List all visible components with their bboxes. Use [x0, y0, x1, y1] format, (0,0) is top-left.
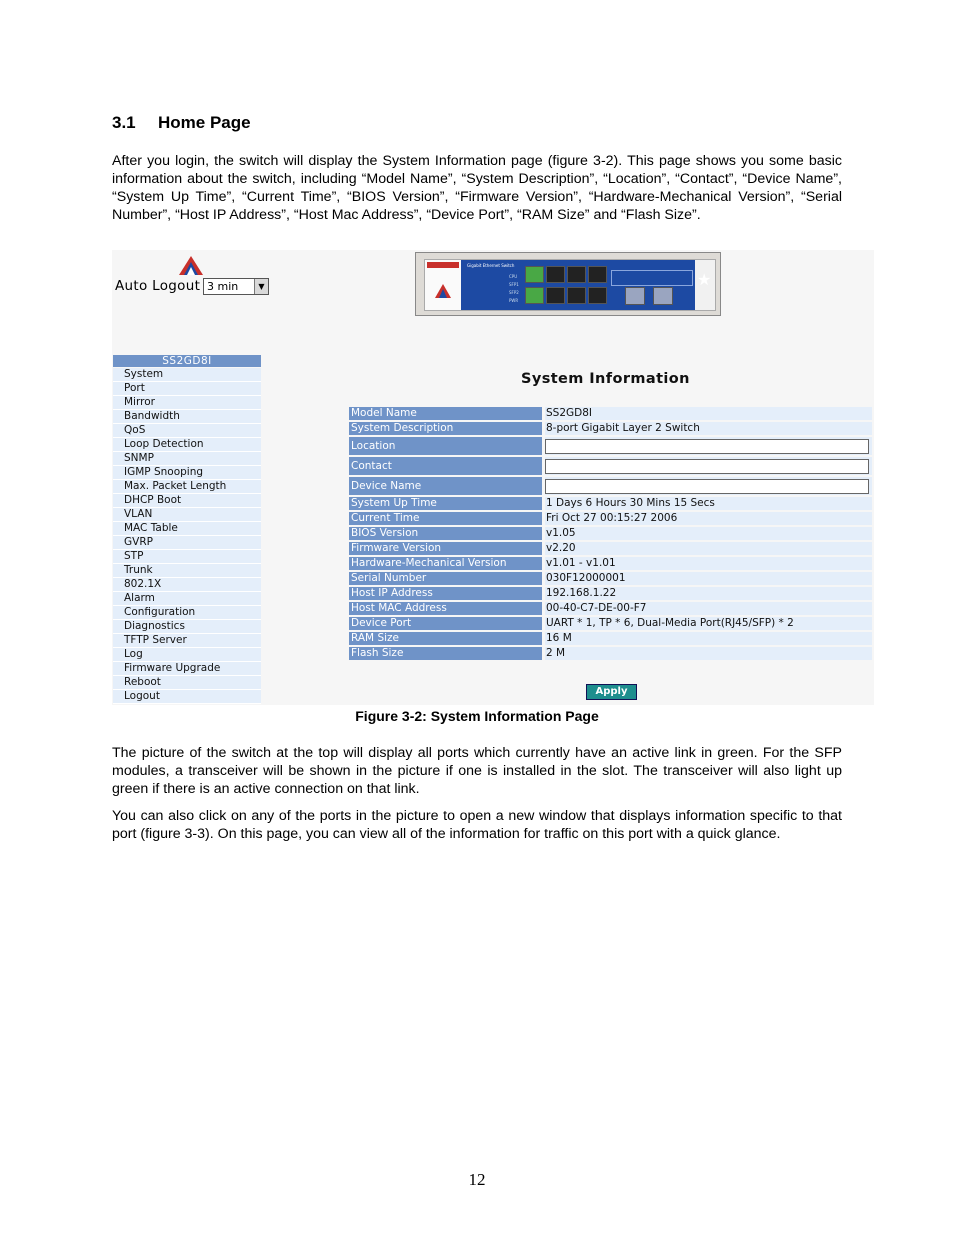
row-value: 192.168.1.22: [545, 587, 872, 600]
led-label: SFP1: [509, 282, 519, 287]
menu-item-label: Alarm: [124, 592, 155, 604]
row-label: Device Port: [349, 617, 542, 630]
menu-item-snmp[interactable]: [113, 452, 261, 466]
menu-item-label: System: [124, 368, 164, 380]
port-1[interactable]: [525, 266, 544, 283]
menu-item-label: Bandwidth: [124, 410, 180, 422]
menu-item-port[interactable]: [113, 382, 261, 396]
switch-brand-area: [425, 260, 461, 310]
port-4[interactable]: [588, 266, 607, 283]
menu-item-logout[interactable]: [113, 690, 261, 704]
led-label: CPU: [509, 274, 518, 279]
table-row: [349, 647, 873, 660]
row-label: Device Name: [349, 477, 542, 495]
table-row: [349, 497, 873, 510]
menu-item-label: STP: [124, 550, 144, 562]
row-value: UART * 1, TP * 6, Dual-Media Port(RJ45/SFP) * 2: [545, 617, 872, 630]
row-value: v1.05: [545, 527, 872, 540]
menu-item-label: Trunk: [124, 564, 153, 576]
menu-item-max-packet-length[interactable]: [113, 480, 261, 494]
section-title: Home Page: [158, 113, 251, 132]
table-row: [349, 542, 873, 555]
system-information-screenshot: [112, 250, 874, 705]
brand-stripe: [427, 262, 459, 268]
chevron-down-icon[interactable]: ▼: [254, 279, 268, 294]
device-name-input[interactable]: [545, 479, 869, 494]
menu-item-label: Port: [124, 382, 145, 394]
table-row: [349, 407, 873, 420]
menu-item-gvrp[interactable]: [113, 536, 261, 550]
menu-item-bandwidth[interactable]: [113, 410, 261, 424]
menu-item-label: TFTP Server: [124, 634, 187, 646]
port-6[interactable]: [546, 287, 565, 304]
menu-item-trunk[interactable]: [113, 564, 261, 578]
switch-face: [424, 259, 716, 311]
menu-item-configuration[interactable]: [113, 606, 261, 620]
row-value: Fri Oct 27 00:15:27 2006: [545, 512, 872, 525]
table-row: [349, 602, 873, 615]
table-row: [349, 512, 873, 525]
row-label: RAM Size: [349, 632, 542, 645]
intro-paragraph: After you login, the switch will display the System Information page (figure 3-2). This page shows you some basic information about the switch, including “Model Name”, “System Description”, “Location”, “Contact”, “Device Name”, “System Up Time”, “Current Time”, “BIOS Version”, “Firmware Version”, “Hardware-Mechanical Version”, “Serial Number”, “Host IP Address”, “Host Mac Address”, “Device Port”, “RAM Size” and “Flash Size”.: [112, 153, 842, 223]
table-row: [349, 437, 873, 455]
port-7[interactable]: [567, 287, 586, 304]
table-row: [349, 632, 873, 645]
location-input[interactable]: [545, 439, 869, 454]
row-value-cell: [545, 457, 872, 475]
menu-item-vlan[interactable]: [113, 508, 261, 522]
star-icon: ★: [697, 270, 712, 289]
row-label: System Description: [349, 422, 542, 435]
menu-item-label: DHCP Boot: [124, 494, 182, 506]
menu-item-label: Logout: [124, 690, 160, 702]
menu-item-label: Firmware Upgrade: [124, 662, 221, 674]
menu-item-label: Configuration: [124, 606, 196, 618]
menu-item-loop-detection[interactable]: [113, 438, 261, 452]
row-label: Hardware-Mechanical Version: [349, 557, 542, 570]
row-label: Model Name: [349, 407, 542, 420]
row-value: SS2GD8I: [545, 407, 872, 420]
menu-item-label: Diagnostics: [124, 620, 185, 632]
menu-item-log[interactable]: [113, 648, 261, 662]
port-5[interactable]: [525, 287, 544, 304]
switch-port-panel: [461, 260, 695, 310]
page-number: 12: [468, 1170, 486, 1189]
row-label: Location: [349, 437, 542, 455]
row-label: Firmware Version: [349, 542, 542, 555]
row-value: 2 M: [545, 647, 872, 660]
auto-logout-select[interactable]: [203, 278, 269, 295]
table-row: [349, 617, 873, 630]
row-value: v1.01 - v1.01: [545, 557, 872, 570]
menu-item-label: 802.1X: [124, 578, 162, 590]
menu-item-firmware-upgrade[interactable]: [113, 662, 261, 676]
port-group-outline: [611, 270, 693, 286]
menu-item-label: Reboot: [124, 676, 161, 688]
menu-item-qos[interactable]: [113, 424, 261, 438]
port-2[interactable]: [546, 266, 565, 283]
row-value: 8-port Gigabit Layer 2 Switch: [545, 422, 872, 435]
menu-item-label: MAC Table: [124, 522, 178, 534]
menu-item-label: Max. Packet Length: [124, 480, 227, 492]
table-row: [349, 527, 873, 540]
menu-item-tftp-server[interactable]: [113, 634, 261, 648]
section-heading: [112, 113, 251, 133]
ports-paragraph: The picture of the switch at the top will display all ports which currently have an active link in green. For the SFP modules, a transceiver will be shown in the picture if one is installed in the slot. The transceiver will also light up green if there is an active connection on that link.: [112, 745, 842, 797]
menu-item-stp[interactable]: [113, 550, 261, 564]
row-value: 00-40-C7-DE-00-F7: [545, 602, 872, 615]
led-label: SFP2: [509, 290, 519, 295]
row-label: Serial Number: [349, 572, 542, 585]
system-information-title: System Information: [521, 371, 690, 387]
table-row: [349, 457, 873, 475]
auto-logout-label: Auto Logout: [115, 278, 201, 294]
row-value: 030F12000001: [545, 572, 872, 585]
sfp-slot-1[interactable]: [625, 287, 645, 305]
row-value-cell: [545, 477, 872, 495]
menu-item-802-1x[interactable]: [113, 578, 261, 592]
led-label: PWR: [509, 298, 519, 303]
menu-item-igmp-snooping[interactable]: [113, 466, 261, 480]
menu-item-label: SNMP: [124, 452, 154, 464]
table-row: [349, 572, 873, 585]
menu-item-mac-table[interactable]: [113, 522, 261, 536]
menu-title: SS2GD8I: [113, 355, 261, 367]
table-row: [349, 422, 873, 435]
row-label: System Up Time: [349, 497, 542, 510]
click-ports-paragraph: You can also click on any of the ports in the picture to open a new window that displays information specific to that port (figure 3-3). On this page, you can view all of the information for traffic on this port with a quick glance.: [112, 808, 842, 842]
table-row: [349, 477, 873, 495]
menu-item-label: VLAN: [124, 508, 153, 520]
row-label: Host MAC Address: [349, 602, 542, 615]
menu-item-label: Loop Detection: [124, 438, 204, 450]
row-value: 1 Days 6 Hours 30 Mins 15 Secs: [545, 497, 872, 510]
apply-button[interactable]: Apply: [586, 684, 637, 700]
menu-item-system[interactable]: [113, 368, 261, 382]
menu-item-mirror[interactable]: [113, 396, 261, 410]
port-3[interactable]: [567, 266, 586, 283]
row-label: BIOS Version: [349, 527, 542, 540]
auto-logout-value: 3 min: [207, 280, 239, 293]
row-value: v2.20: [545, 542, 872, 555]
row-label: Contact: [349, 457, 542, 475]
company-logo-icon: [178, 255, 204, 277]
contact-input[interactable]: [545, 459, 869, 474]
table-row: [349, 557, 873, 570]
menu-item-label: Mirror: [124, 396, 155, 408]
sfp-slot-2[interactable]: [653, 287, 673, 305]
table-row: [349, 587, 873, 600]
menu-item-dhcp-boot[interactable]: [113, 494, 261, 508]
row-label: Current Time: [349, 512, 542, 525]
figure-caption: Figure 3-2: System Information Page: [355, 708, 599, 724]
menu-item-reboot[interactable]: [113, 676, 261, 690]
row-label: Flash Size: [349, 647, 542, 660]
row-value-cell: [545, 437, 872, 455]
row-value: 16 M: [545, 632, 872, 645]
switch-panel-title: Gigabit Ethernet Switch: [467, 263, 515, 268]
row-label: Host IP Address: [349, 587, 542, 600]
menu-item-label: Log: [124, 648, 143, 660]
section-number: 3.1: [112, 113, 136, 132]
menu-item-diagnostics[interactable]: [113, 620, 261, 634]
menu-item-label: QoS: [124, 424, 146, 436]
port-8[interactable]: [588, 287, 607, 304]
menu-item-label: IGMP Snooping: [124, 466, 204, 478]
menu-item-label: GVRP: [124, 536, 153, 548]
switch-panel: [415, 252, 721, 316]
brand-logo-icon: [435, 284, 451, 298]
menu-item-alarm[interactable]: [113, 592, 261, 606]
